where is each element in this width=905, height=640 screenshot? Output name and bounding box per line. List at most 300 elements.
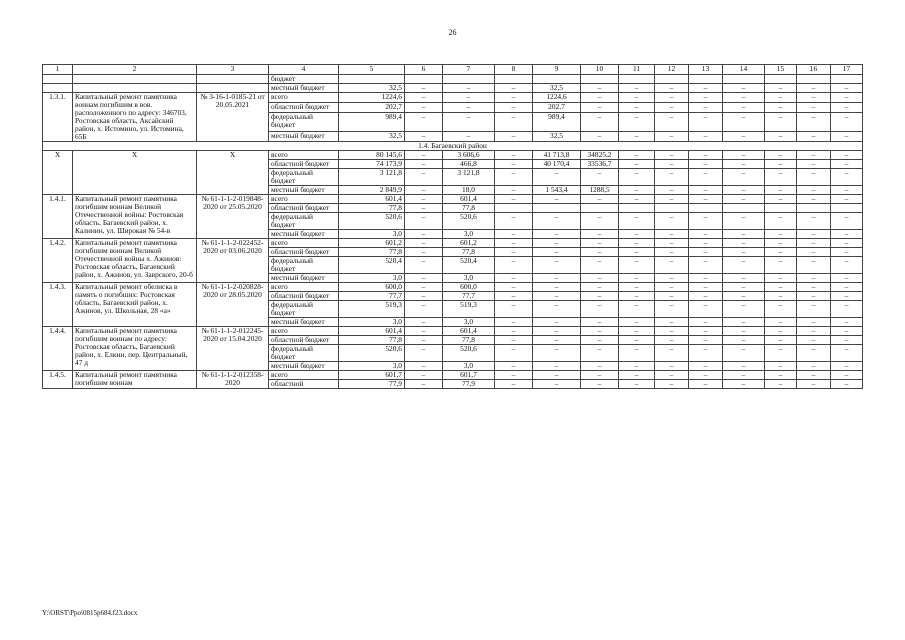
value-cell: 1288,5 [581,186,619,195]
value-cell: – [765,274,797,283]
value-cell: – [655,213,689,230]
value-cell: 466,8 [443,160,495,169]
value-cell: – [533,301,581,318]
value-cell: – [619,274,655,283]
value-cell: – [495,345,533,362]
value-cell: – [765,362,797,371]
value-cell: – [831,380,863,389]
value-cell: 77,8 [339,204,405,213]
budget-source: местный бюджет [269,131,339,141]
column-number: 11 [619,65,655,75]
value-cell: – [533,318,581,327]
value-cell: – [495,230,533,239]
value-cell: – [797,327,831,336]
value-cell: 989,4 [339,113,405,132]
value-cell: – [765,213,797,230]
value-cell: – [495,257,533,274]
value-cell: – [797,160,831,169]
value-cell: 601,7 [443,371,495,380]
budget-source: областной бюджет [269,204,339,213]
value-cell: – [723,336,765,345]
value-cell: 3,0 [339,318,405,327]
value-cell: – [689,230,723,239]
value-cell: – [405,248,443,257]
value-cell: – [655,230,689,239]
value-cell: – [533,257,581,274]
value-cell [723,75,765,84]
value-cell: – [797,292,831,301]
value-cell: – [831,131,863,141]
value-cell: – [831,186,863,195]
value-cell: – [765,93,797,103]
value-cell: – [831,113,863,132]
value-cell: – [797,230,831,239]
value-cell: – [765,327,797,336]
value-cell: – [723,257,765,274]
value-cell: 202,7 [339,103,405,113]
value-cell: – [495,213,533,230]
value-cell: – [831,160,863,169]
value-cell: – [581,301,619,318]
value-cell: – [619,186,655,195]
object-name: Капитальный ремонт памятника погибшим воинам Великой Отечественной войны х. Ажинов: Ростовская область, Багаевский район, х. Ажинов, ул. Заврского, 20-б [73,239,197,283]
budget-source: областной бюджет [269,336,339,345]
value-cell: – [723,248,765,257]
value-cell: – [723,274,765,283]
table-row [43,239,863,248]
value-cell: – [831,283,863,292]
value-cell: – [765,186,797,195]
column-number: 1 [43,65,73,75]
column-header-row [43,65,863,75]
value-cell: – [689,84,723,93]
value-cell: – [495,93,533,103]
value-cell: – [689,371,723,380]
value-cell: 77,8 [443,336,495,345]
value-cell: – [723,113,765,132]
value-cell: – [619,230,655,239]
value-cell: – [797,345,831,362]
budget-source: федеральный бюджет [269,301,339,318]
value-cell: 18,0 [443,186,495,195]
value-cell: – [797,336,831,345]
value-cell: – [619,169,655,186]
value-cell: – [689,336,723,345]
value-cell: – [405,380,443,389]
value-cell: 520,6 [443,213,495,230]
value-cell: 3 121,8 [339,169,405,186]
value-cell: – [797,151,831,160]
value-cell: – [831,230,863,239]
value-cell: – [655,239,689,248]
value-cell: – [723,239,765,248]
row-number: 1.4.1. [43,195,73,239]
value-cell: 989,4 [533,113,581,132]
value-cell: – [405,345,443,362]
document-ref: № 61-1-1-2-022452-2020 от 03.06.2020 [197,239,269,283]
value-cell: – [797,274,831,283]
value-cell: – [797,195,831,204]
value-cell: – [765,380,797,389]
value-cell: 3,0 [443,362,495,371]
value-cell: 519,3 [339,301,405,318]
value-cell: – [655,169,689,186]
value-cell: – [797,169,831,186]
value-cell: – [619,213,655,230]
value-cell: – [405,239,443,248]
value-cell: – [765,131,797,141]
value-cell: – [655,151,689,160]
table-row [43,195,863,204]
value-cell: – [581,318,619,327]
budget-table [42,64,863,389]
value-cell: – [533,336,581,345]
row-number: 1.4.4. [43,327,73,371]
value-cell: – [495,239,533,248]
value-cell: – [655,248,689,257]
page-number: 26 [448,28,457,37]
value-cell: 77,8 [339,336,405,345]
value-cell: – [831,274,863,283]
value-cell: 32,5 [533,84,581,93]
value-cell [831,75,863,84]
value-cell: 32,5 [533,131,581,141]
document-ref [197,75,269,84]
value-cell: 520,4 [339,257,405,274]
budget-source: всего [269,195,339,204]
value-cell [495,204,533,213]
value-cell [581,204,619,213]
column-number: 8 [495,65,533,75]
value-cell: 33536,7 [581,160,619,169]
value-cell: – [619,131,655,141]
value-cell: – [581,213,619,230]
value-cell: – [765,195,797,204]
value-cell: 3,0 [443,230,495,239]
value-cell: – [765,160,797,169]
value-cell: – [723,195,765,204]
value-cell: – [655,274,689,283]
value-cell: 3 121,8 [443,169,495,186]
budget-source: областной [269,380,339,389]
row-number: 1.3.1. [43,93,73,142]
value-cell: – [581,292,619,301]
value-cell: – [655,186,689,195]
value-cell: – [765,248,797,257]
value-cell: – [831,169,863,186]
value-cell: – [765,151,797,160]
row-number: Х [43,151,73,195]
value-cell: 2 849,9 [339,186,405,195]
value-cell: – [689,380,723,389]
value-cell: 520,6 [443,345,495,362]
value-cell: – [655,362,689,371]
value-cell: 601,4 [339,327,405,336]
value-cell: – [619,362,655,371]
value-cell: – [723,301,765,318]
value-cell: – [443,113,495,132]
value-cell: – [533,239,581,248]
document-ref: № 61-1-1-2-012245-2020 от 15.04.2020 [197,327,269,371]
value-cell: 41 713,8 [533,151,581,160]
value-cell: – [533,169,581,186]
budget-source: местный бюджет [269,186,339,195]
value-cell: – [797,103,831,113]
budget-source: местный бюджет [269,230,339,239]
document-ref: № 3-16-1-0185-21 от 20.05.2021 [197,93,269,142]
value-cell: – [831,327,863,336]
value-cell: – [655,301,689,318]
value-cell: 1224,6 [339,93,405,103]
value-cell: – [797,257,831,274]
value-cell: – [723,151,765,160]
value-cell: – [723,371,765,380]
value-cell: 80 145,6 [339,151,405,160]
column-number: 13 [689,65,723,75]
value-cell: – [581,113,619,132]
value-cell [405,75,443,84]
row-number: 1.4.3. [43,283,73,327]
value-cell: – [533,248,581,257]
table-row [43,93,863,103]
value-cell: – [689,301,723,318]
value-cell: – [689,248,723,257]
value-cell: – [495,318,533,327]
budget-source: всего [269,371,339,380]
value-cell [443,75,495,84]
value-cell: – [723,318,765,327]
value-cell: 77,8 [443,204,495,213]
value-cell: – [765,336,797,345]
value-cell: – [723,213,765,230]
value-cell: – [581,327,619,336]
value-cell: – [405,131,443,141]
value-cell: – [405,93,443,103]
value-cell: – [723,292,765,301]
value-cell: 600,0 [339,283,405,292]
value-cell: 601,2 [443,239,495,248]
value-cell: – [689,362,723,371]
row-number: 1.4.5. [43,371,73,389]
value-cell: – [495,336,533,345]
value-cell: – [765,301,797,318]
value-cell: – [581,380,619,389]
value-cell [339,75,405,84]
budget-source: местный бюджет [269,362,339,371]
value-cell: – [689,93,723,103]
value-cell: – [405,103,443,113]
value-cell: – [689,239,723,248]
value-cell: – [655,345,689,362]
value-cell: – [581,131,619,141]
value-cell: – [443,131,495,141]
value-cell: – [495,292,533,301]
value-cell: – [831,93,863,103]
value-cell: 601,4 [443,327,495,336]
value-cell: – [723,230,765,239]
value-cell: – [619,248,655,257]
value-cell: – [405,213,443,230]
value-cell: 74 173,9 [339,160,405,169]
budget-source: всего [269,239,339,248]
value-cell: 1224,6 [533,93,581,103]
budget-source: бюджет [269,75,339,84]
value-cell: 77,9 [339,380,405,389]
section-row [43,142,863,151]
value-cell: – [619,336,655,345]
value-cell: – [831,151,863,160]
value-cell: – [495,301,533,318]
value-cell: 32,5 [339,84,405,93]
value-cell: – [655,380,689,389]
value-cell [581,75,619,84]
value-cell: 3 606,6 [443,151,495,160]
value-cell: – [619,318,655,327]
value-cell: – [655,93,689,103]
value-cell: 77,7 [339,292,405,301]
value-cell: – [581,195,619,204]
value-cell: – [689,131,723,141]
value-cell: 3,0 [443,318,495,327]
value-cell: 77,9 [443,380,495,389]
value-cell: – [619,113,655,132]
value-cell: – [689,283,723,292]
value-cell: – [831,84,863,93]
value-cell [765,204,797,213]
value-cell: 32,5 [339,131,405,141]
value-cell: 3,0 [339,230,405,239]
value-cell [723,204,765,213]
value-cell: – [405,113,443,132]
table-row [43,75,863,84]
value-cell: – [655,131,689,141]
value-cell: – [443,93,495,103]
value-cell: – [581,371,619,380]
value-cell: 77,8 [339,248,405,257]
value-cell: 40 170,4 [533,160,581,169]
value-cell: – [581,274,619,283]
object-name: Капитальный ремонт обелиска в память о погибших: Ростовская область, Багаевский район, х. Ажинов, ул. Школьная, 28 «а» [73,283,197,327]
value-cell: – [655,195,689,204]
value-cell: – [405,257,443,274]
column-number: 10 [581,65,619,75]
value-cell: – [689,151,723,160]
document-ref: Х [197,151,269,195]
value-cell: – [495,371,533,380]
value-cell: – [723,327,765,336]
value-cell: – [765,84,797,93]
value-cell: – [723,84,765,93]
value-cell: – [495,103,533,113]
value-cell: – [765,371,797,380]
value-cell: – [581,345,619,362]
value-cell: – [495,131,533,141]
budget-source: местный бюджет [269,274,339,283]
row-number: 1.4.2. [43,239,73,283]
column-number: 3 [197,65,269,75]
value-cell: – [443,84,495,93]
value-cell: – [619,283,655,292]
value-cell: – [831,362,863,371]
value-cell: – [689,160,723,169]
value-cell: – [797,84,831,93]
value-cell: – [831,318,863,327]
value-cell: – [581,257,619,274]
value-cell: – [495,169,533,186]
value-cell: – [619,151,655,160]
value-cell: – [581,169,619,186]
value-cell: – [533,195,581,204]
value-cell: – [831,257,863,274]
value-cell: – [619,345,655,362]
value-cell: – [831,371,863,380]
value-cell: – [533,380,581,389]
value-cell: – [655,160,689,169]
column-number: 5 [339,65,405,75]
value-cell: – [689,169,723,186]
value-cell: – [405,327,443,336]
value-cell: 601,7 [339,371,405,380]
budget-source: местный бюджет [269,318,339,327]
value-cell [765,75,797,84]
value-cell: – [723,362,765,371]
value-cell: – [533,283,581,292]
budget-source: областной бюджет [269,248,339,257]
value-cell: – [831,103,863,113]
value-cell [619,204,655,213]
value-cell: – [655,327,689,336]
object-name [73,75,197,84]
value-cell: – [655,84,689,93]
value-cell: – [689,195,723,204]
document-ref: № 61-1-1-2-019848-2020 от 25.05.2020 [197,195,269,239]
value-cell: 520,6 [339,345,405,362]
value-cell: – [533,213,581,230]
value-cell: 520,6 [339,213,405,230]
value-cell: – [797,131,831,141]
value-cell: – [797,239,831,248]
value-cell: – [831,195,863,204]
section-title: 1.4. Багаевский район [43,142,863,151]
value-cell: – [405,169,443,186]
value-cell: – [581,239,619,248]
value-cell: – [619,239,655,248]
value-cell: – [581,103,619,113]
object-name: Капитальный ремонт памятника погибшим воинам Великой Отечественной войны: Ростовская область, Багаевский район, х. Калинин, ул. Широкая № 54-в [73,195,197,239]
value-cell: – [495,186,533,195]
budget-source: федеральный бюджет [269,213,339,230]
value-cell: – [495,362,533,371]
value-cell: – [765,169,797,186]
value-cell: – [581,362,619,371]
value-cell: – [765,239,797,248]
column-number: 17 [831,65,863,75]
value-cell: – [831,213,863,230]
value-cell: – [765,103,797,113]
value-cell: – [723,169,765,186]
value-cell: – [797,113,831,132]
value-cell: – [765,230,797,239]
value-cell: 520,4 [443,257,495,274]
value-cell: – [619,103,655,113]
value-cell: 601,4 [339,195,405,204]
column-number: 15 [765,65,797,75]
value-cell: – [405,292,443,301]
row-number [43,75,73,84]
value-cell: – [655,318,689,327]
value-cell: 34825,2 [581,151,619,160]
value-cell: 77,8 [443,248,495,257]
